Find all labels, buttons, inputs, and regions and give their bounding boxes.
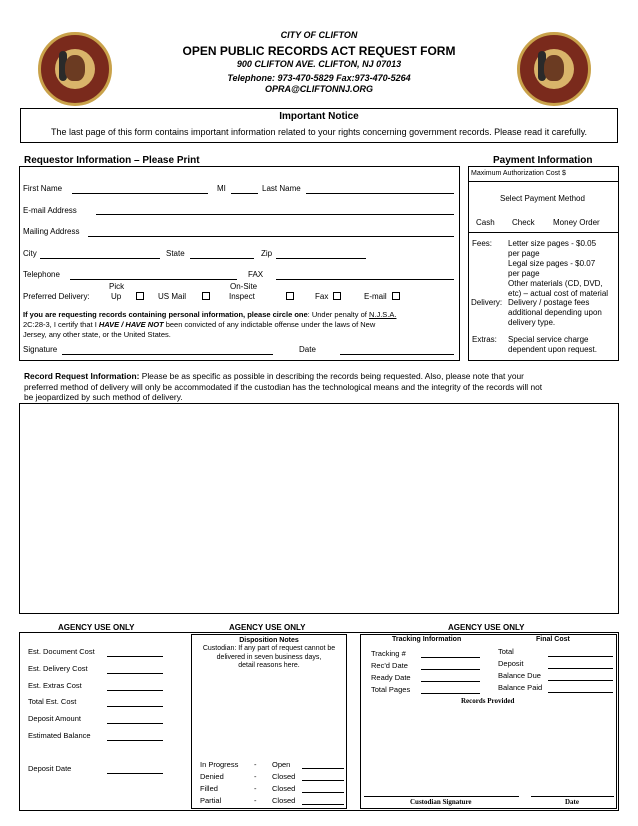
- pick-label: Pick: [109, 282, 125, 291]
- status-label: Denied: [200, 772, 224, 781]
- pref-delivery-label: Preferred Delivery:: [23, 292, 90, 301]
- max-auth-divider: [469, 181, 618, 182]
- mi-label: MI: [217, 184, 226, 193]
- certification-text: If you are requesting records containing personal information, please circle one: Under penalty of N.J.S.A. 2C:28-3, I certify that I HAVE / HAVE NOT been convicted of any indictable offense under the laws of New Jersey, any other state, or the United States.: [23, 310, 397, 339]
- record-request-instructions: Record Request Information: Please be as specific as possible in describing the records being requested. Also, please note that your preferred method of delivery will only be accommodated if the custodian has the technological means and the integrity of the records will not be jeopardized by such method of delivery.: [24, 371, 543, 402]
- money-order-option[interactable]: Money Order: [553, 218, 600, 227]
- final-cost-label: Deposit: [498, 659, 524, 668]
- record-request-textarea[interactable]: [19, 403, 619, 614]
- email-field[interactable]: [96, 214, 454, 215]
- tracking-label: Rec'd Date: [371, 661, 408, 670]
- state-field[interactable]: [190, 258, 254, 259]
- extras-text: Special service charge dependent upon request.: [508, 335, 597, 354]
- agency-cost-label: Estimated Balance: [28, 731, 91, 740]
- agency-cost-label: Est. Delivery Cost: [28, 664, 88, 673]
- requestor-heading: Requestor Information – Please Print: [24, 155, 200, 166]
- state-label: State: [166, 249, 185, 258]
- status-dash: -: [254, 760, 257, 769]
- status-field[interactable]: [302, 780, 344, 781]
- mailing-field[interactable]: [88, 236, 454, 237]
- header-city: CITY OF CLIFTON: [280, 30, 358, 40]
- agency-cost-field[interactable]: [107, 656, 163, 657]
- custodian-signature-label: Custodian Signature: [410, 798, 472, 806]
- first-name-label: First Name: [23, 184, 63, 193]
- telephone-label: Telephone: [23, 270, 60, 279]
- final-cost-label: Total: [498, 647, 514, 656]
- notice-text: The last page of this form contains important information related to your rights concerning government records. Please read it carefully.: [50, 127, 588, 137]
- agency-cost-field[interactable]: [107, 740, 163, 741]
- pickup-label: Up: [111, 292, 122, 301]
- form-title: OPEN PUBLIC RECORDS ACT REQUEST FORM: [182, 44, 456, 58]
- payment-heading: Payment Information: [493, 155, 593, 166]
- status-dash: -: [254, 772, 257, 781]
- fax-label: FAX: [248, 270, 264, 279]
- header-address: 900 CLIFTON AVE. CLIFTON, NJ 07013: [236, 59, 402, 69]
- tracking-title: Tracking Information: [392, 636, 462, 643]
- status-dash: -: [254, 796, 257, 805]
- agency-label-2: AGENCY USE ONLY: [229, 623, 306, 632]
- email-option-label: E-mail: [364, 292, 387, 301]
- pickup-checkbox[interactable]: [136, 292, 144, 300]
- agency-cost-field[interactable]: [107, 706, 163, 707]
- header-email: OPRA@CLIFTONNJ.ORG: [264, 84, 374, 94]
- fax-option-label: Fax: [315, 292, 329, 301]
- telephone-field[interactable]: [70, 279, 237, 280]
- agency-label-3: AGENCY USE ONLY: [448, 623, 525, 632]
- agency-cost-field[interactable]: [107, 773, 163, 774]
- onsite-checkbox[interactable]: [286, 292, 294, 300]
- tracking-field[interactable]: [421, 693, 480, 694]
- agency-cost-label: Est. Extras Cost: [28, 681, 82, 690]
- custodian-date-field[interactable]: [531, 796, 614, 797]
- agency-cost-label: Deposit Date: [28, 764, 72, 773]
- status-value: Closed: [272, 784, 296, 793]
- delivery-label: Delivery:: [471, 298, 503, 307]
- payment-divider: [469, 232, 618, 233]
- tracking-label: Tracking #: [371, 649, 406, 658]
- status-field[interactable]: [302, 768, 344, 769]
- disposition-note: Custodian: If any part of request cannot be delivered in seven business days, detail reasons here.: [202, 645, 336, 669]
- select-payment-label: Select Payment Method: [500, 194, 585, 203]
- final-cost-field[interactable]: [548, 692, 613, 693]
- last-name-field[interactable]: [306, 193, 454, 194]
- mailing-label: Mailing Address: [23, 227, 80, 236]
- tracking-field[interactable]: [421, 669, 480, 670]
- agency-cost-field[interactable]: [107, 723, 163, 724]
- status-label: Partial: [200, 796, 222, 805]
- final-cost-field[interactable]: [548, 656, 613, 657]
- signature-field[interactable]: [62, 354, 273, 355]
- agency-cost-label: Deposit Amount: [28, 714, 81, 723]
- email-label: E-mail Address: [23, 206, 77, 215]
- extras-label: Extras:: [472, 335, 497, 344]
- records-provided-label: Records Provided: [461, 697, 515, 705]
- custodian-signature-field[interactable]: [364, 796, 519, 797]
- agency-label-1: AGENCY USE ONLY: [58, 623, 135, 632]
- usmail-checkbox[interactable]: [202, 292, 210, 300]
- agency-cost-label: Est. Document Cost: [28, 647, 95, 656]
- tracking-field[interactable]: [421, 681, 480, 682]
- city-label: City: [23, 249, 37, 258]
- final-cost-label: Balance Due: [498, 671, 541, 680]
- last-name-label: Last Name: [262, 184, 301, 193]
- tracking-label: Ready Date: [371, 673, 411, 682]
- date-label: Date: [299, 345, 316, 354]
- notice-title: Important Notice: [279, 111, 359, 122]
- fax-field[interactable]: [276, 279, 454, 280]
- agency-cost-field[interactable]: [107, 673, 163, 674]
- status-value: Closed: [272, 772, 296, 781]
- final-cost-field[interactable]: [548, 680, 613, 681]
- zip-field[interactable]: [276, 258, 366, 259]
- email-checkbox[interactable]: [392, 292, 400, 300]
- fax-checkbox[interactable]: [333, 292, 341, 300]
- usmail-label: US Mail: [158, 292, 187, 301]
- header-phone: Telephone: 973-470-5829 Fax:973-470-5264: [227, 73, 411, 83]
- inspect-label: Inspect: [229, 292, 255, 301]
- agency-cost-label: Total Est. Cost: [28, 697, 77, 706]
- check-option[interactable]: Check: [512, 218, 535, 227]
- date-field[interactable]: [340, 354, 454, 355]
- final-cost-title: Final Cost: [536, 636, 570, 643]
- custodian-date-label: Date: [565, 798, 579, 806]
- mi-field[interactable]: [231, 193, 258, 194]
- first-name-field[interactable]: [72, 193, 208, 194]
- zip-label: Zip: [261, 249, 273, 258]
- delivery-text: Delivery / postage fees additional depending upon delivery type.: [508, 298, 602, 327]
- cash-option[interactable]: Cash: [476, 218, 495, 227]
- tracking-field[interactable]: [421, 657, 480, 658]
- city-field[interactable]: [40, 258, 160, 259]
- final-cost-field[interactable]: [548, 668, 613, 669]
- tracking-label: Total Pages: [371, 685, 411, 694]
- status-value: Open: [272, 760, 291, 769]
- status-dash: -: [254, 784, 257, 793]
- disposition-title: Disposition Notes: [239, 637, 299, 644]
- fees-text: Letter size pages - $0.05 per page Legal size pages - $0.07 per page Other materials (CD, DVD, etc) – actual cost of material: [508, 239, 609, 298]
- fees-label: Fees:: [472, 239, 493, 248]
- status-value: Closed: [272, 796, 296, 805]
- max-auth-label: Maximum Authorization Cost $: [471, 170, 566, 177]
- status-field[interactable]: [302, 804, 344, 805]
- status-field[interactable]: [302, 792, 344, 793]
- status-label: In Progress: [200, 760, 239, 769]
- final-cost-label: Balance Paid: [498, 683, 543, 692]
- onsite-label: On-Site: [230, 282, 258, 291]
- status-label: Filled: [200, 784, 218, 793]
- agency-cost-field[interactable]: [107, 690, 163, 691]
- signature-label: Signature: [23, 345, 58, 354]
